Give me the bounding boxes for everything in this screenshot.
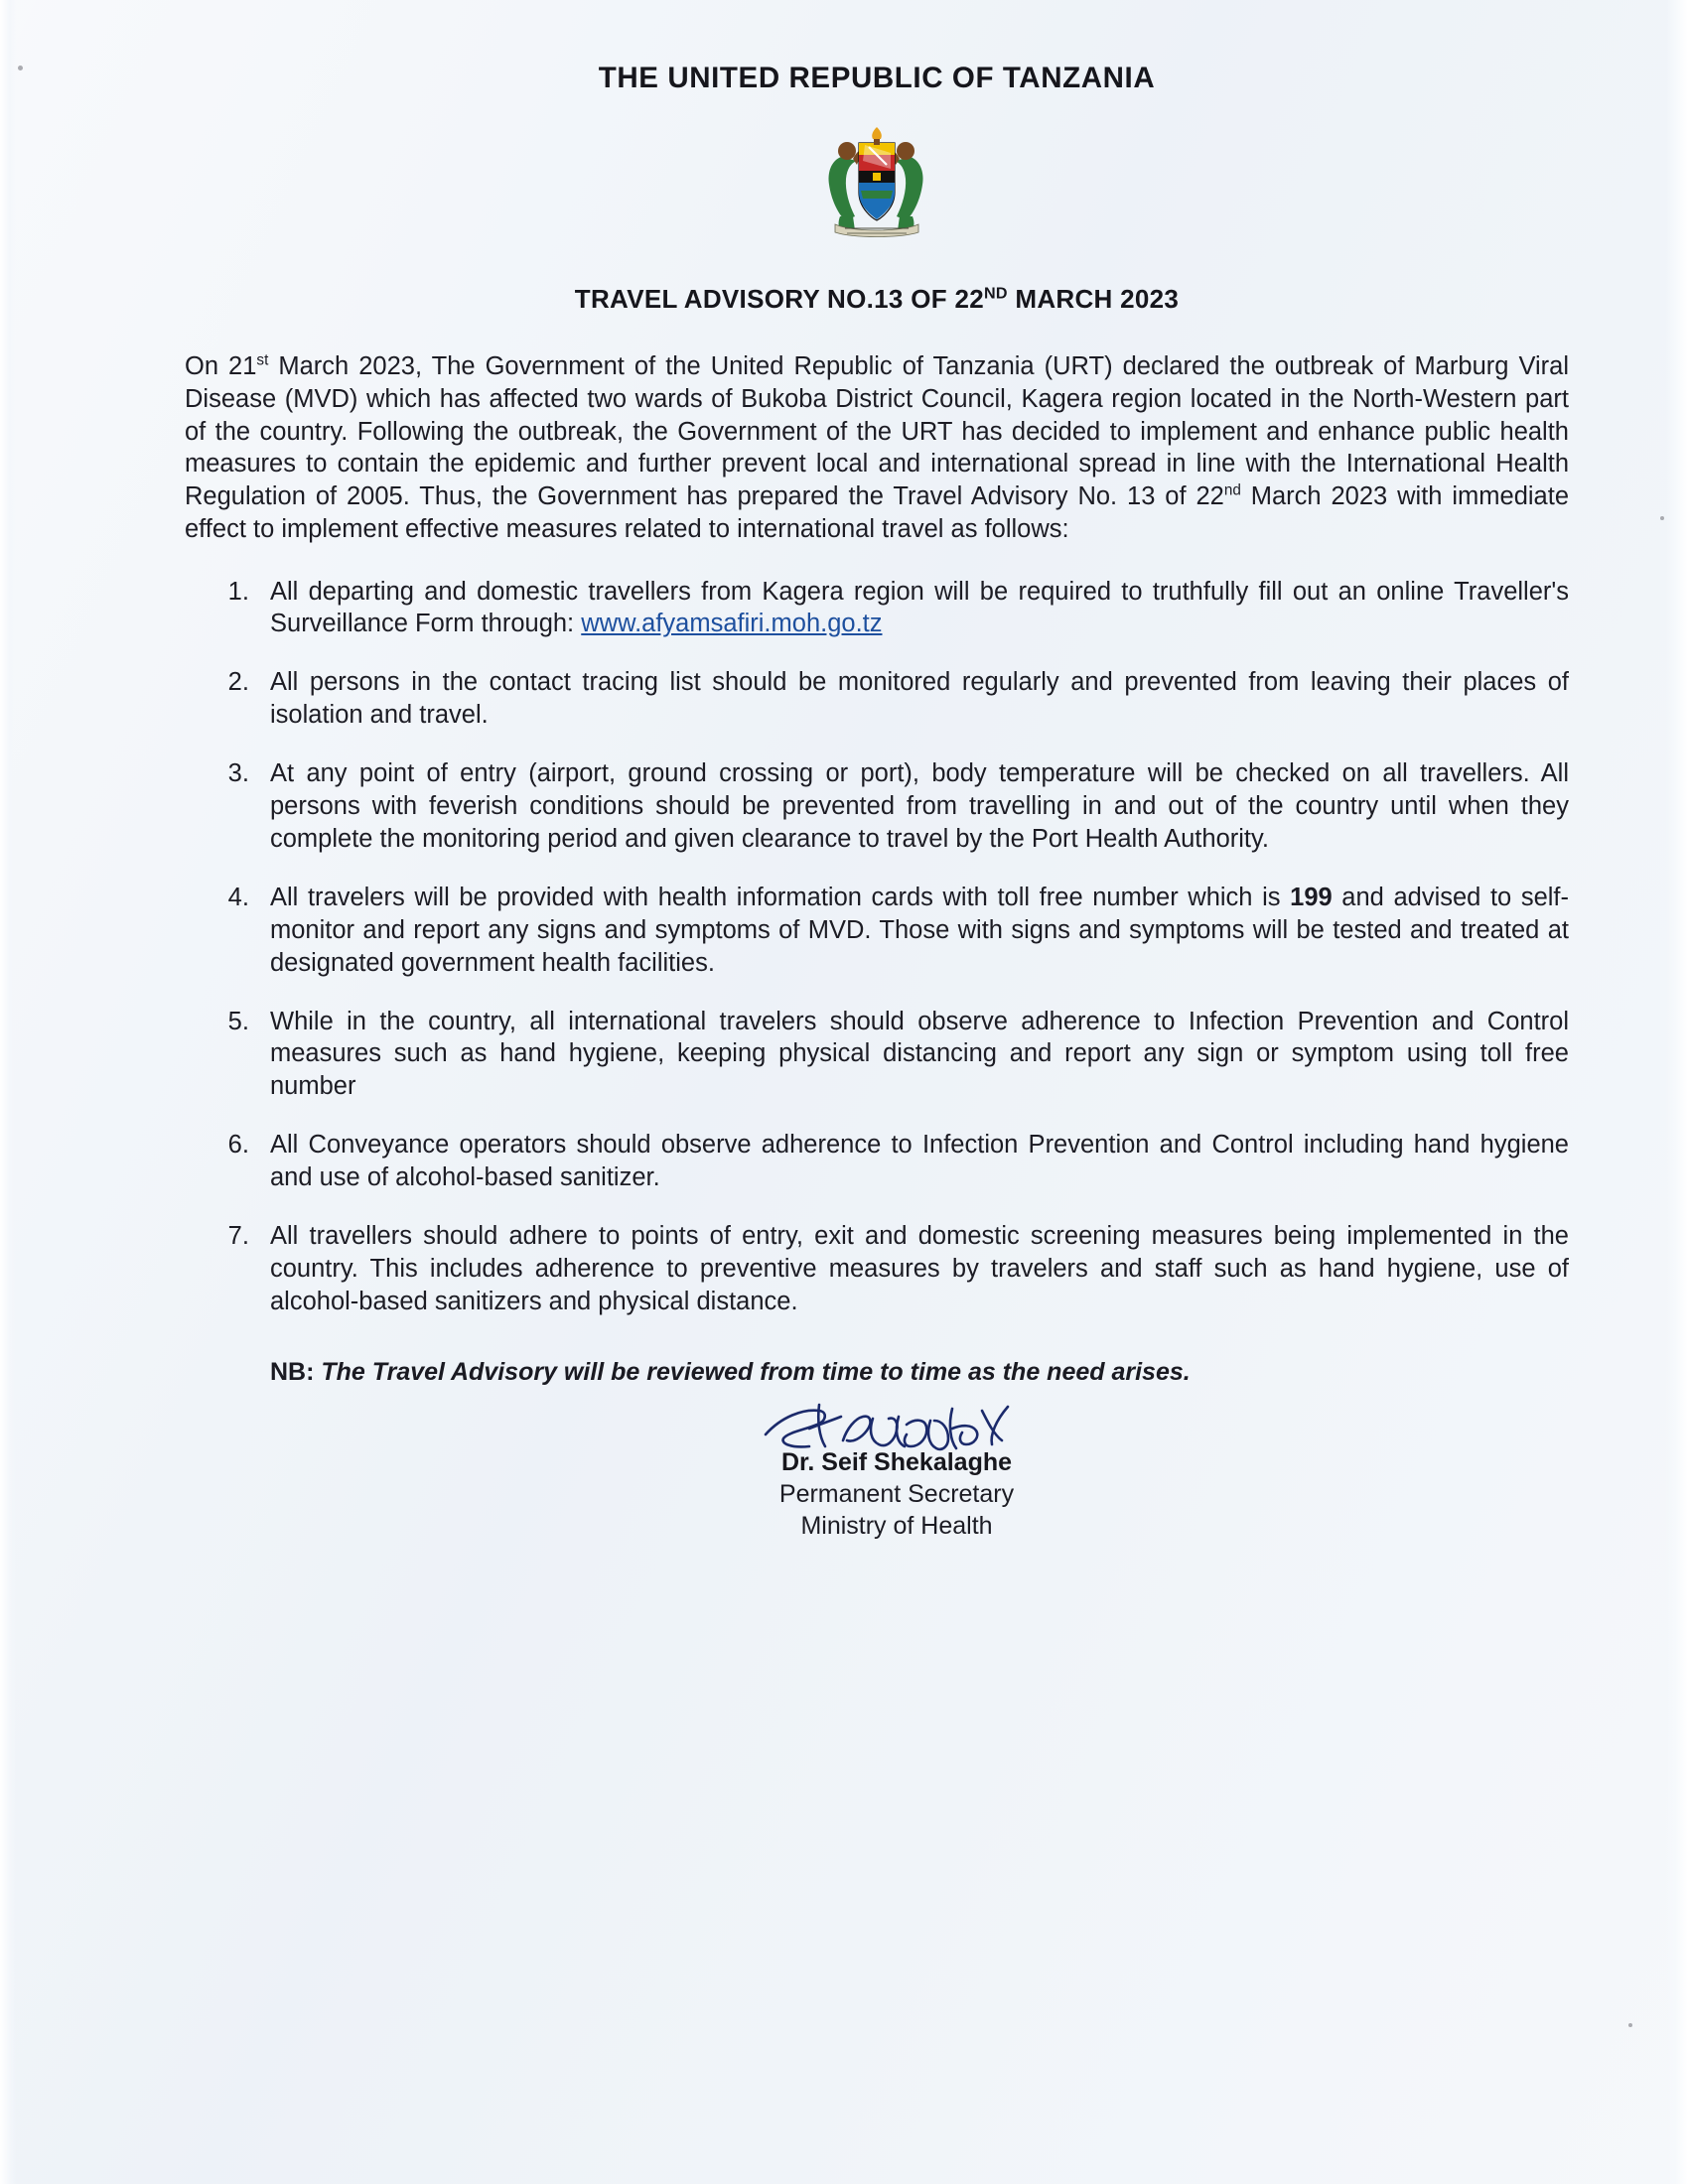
list-item — [256, 1220, 1569, 1318]
signature-icon — [748, 1395, 1046, 1460]
surveillance-form-link[interactable]: www.afyamsafiri.moh.go.tz — [581, 610, 883, 638]
measure-text: All travellers should adhere to points of entry, exit and domestic screening measures being implemented in the country. This includes adherence to preventive measures by travelers and staff such as hand hygiene, use of alcohol-based sanitizers and physical distance. — [270, 1221, 1569, 1315]
signer-role: Permanent Secretary — [778, 1479, 1015, 1508]
intro-ordinal-2: nd — [1223, 481, 1241, 499]
signature-block — [185, 1395, 1569, 1541]
list-item — [256, 666, 1569, 732]
paper-speck — [1660, 516, 1664, 520]
paper-speck — [18, 66, 23, 70]
measure-text: All travelers will be provided with health information cards with toll free number which is — [270, 883, 1291, 911]
intro-part-2: March 2023, The Government of the United Republic of Tanzania (URT) declared the outbreak of Marburg Viral Disease (MVD) which has affected two wards of Bukoba District Council, Kagera region located in the North-Western part of the country. Following the outbreak, the Government of the URT has decided to implement and enhance public health measures to contain the epidemic and further prevent local and international spread in line with the International Health Regulation of 2005. Thus, the Government has prepared the Travel Advisory No. 13 of 22 — [185, 352, 1570, 511]
tanzania-coat-of-arms-icon — [807, 121, 946, 238]
nb-note — [185, 1358, 1569, 1387]
paper-speck — [1628, 2023, 1632, 2027]
list-item — [256, 757, 1569, 856]
list-item — [256, 576, 1569, 641]
intro-part-1: On 21 — [185, 352, 257, 380]
nb-label: NB: — [270, 1357, 315, 1386]
nb-text: The Travel Advisory will be reviewed from time to time as the need arises. — [321, 1357, 1191, 1386]
list-item — [256, 882, 1569, 980]
signer-name: Dr. Seif Shekalaghe — [780, 1447, 1013, 1476]
advisory-title-main: TRAVEL ADVISORY NO.13 OF 22 — [574, 284, 984, 314]
list-item — [256, 1129, 1569, 1194]
emblem-container — [185, 121, 1569, 238]
document-content — [185, 62, 1569, 1541]
toll-free-number: 199 — [1290, 883, 1333, 911]
measure-text: At any point of entry (airport, ground crossing or port), body temperature will be checked on all travellers. All persons with feverish conditions should be prevented from travelling in and out of the country until when they complete the monitoring period and given clearance to travel by the Port Health Authority. — [270, 759, 1569, 853]
advisory-title — [185, 284, 1569, 315]
advisory-title-tail: MARCH 2023 — [1007, 284, 1180, 314]
measure-text: All Conveyance operators should observe adherence to Infection Prevention and Control including hand hygiene and use of alcohol-based sanitizer. — [270, 1131, 1569, 1192]
advisory-title-ordinal: ND — [983, 284, 1008, 303]
intro-part-3: March 2023 with immediate effect to implement effective measures related to international travel as follows: — [185, 482, 1569, 543]
handwritten-signature — [224, 1395, 1569, 1456]
measure-text-cont: and advised to self-monitor and report any signs and symptoms of MVD. Those with signs and symptoms will be tested and treated at designated government health facilities. — [270, 883, 1570, 977]
page-title: THE UNITED REPUBLIC OF TANZANIA — [598, 62, 1156, 94]
list-item — [256, 1006, 1569, 1104]
intro-paragraph — [185, 350, 1569, 546]
measures-list — [185, 576, 1569, 1318]
signer-organisation: Ministry of Health — [800, 1511, 993, 1540]
measure-text: All departing and domestic travellers from Kagera region will be required to truthfully fill out an online Traveller's Surveillance Form through: — [270, 577, 1569, 638]
measure-text: All persons in the contact tracing list should be monitored regularly and prevented from leaving their places of isolation and travel. — [270, 668, 1569, 730]
intro-ordinal-1: st — [256, 351, 269, 369]
measure-text: While in the country, all international travelers should observe adherence to Infection Prevention and Control measures such as hand hygiene, keeping physical distancing and report any sign or symptom using toll free number — [270, 1007, 1569, 1101]
